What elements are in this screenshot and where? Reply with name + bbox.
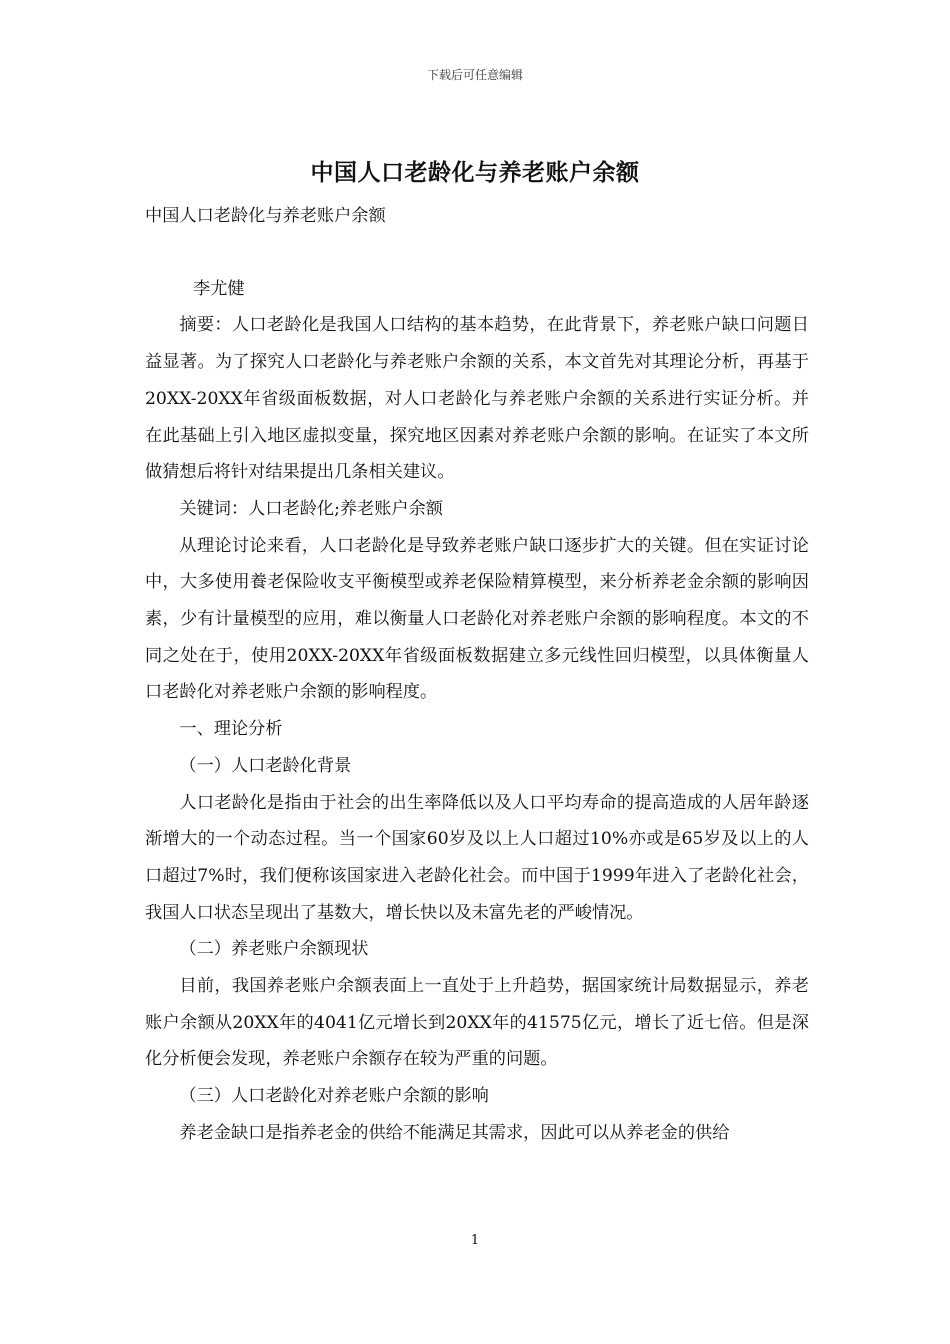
document-body <box>145 198 809 1152</box>
header-note: 下载后可任意编辑 <box>426 68 523 82</box>
abstract-paragraph: 摘要：人口老龄化是我国人口结构的基本趋势，在此背景下，养老账户缺口问题日益显著。为了探究人口老龄化与养老账户余额的关系，本文首先对其理论分析，再基于20XX-20XX年省级面板数据，对人口老龄化与养老账户余额的关系进行实证分析。并在此基础上引入地区虚拟变量，探究地区因素对养老账户余额的影响。在证实了本文所做猜想后将针对结果提出几条相关建议。 <box>145 315 809 483</box>
aging-background-paragraph: 人口老龄化是指由于社会的出生率降低以及人口平均寿命的提高造成的人居年龄逐渐增大的一个动态过程。当一个国家60岁及以上人口超过10%亦或是65岁及以上的人口超过7%时，我们便称该国家进入老龄化社会。而中国于1999年进入了老龄化社会，我国人口状态呈现出了基数大，增长快以及未富先老的严峻情况。 <box>145 792 809 923</box>
author-name: 李尤健 <box>193 278 245 299</box>
pension-gap-paragraph: 养老金缺口是指养老金的供给不能满足其需求，因此可以从养老金的供给 <box>179 1122 730 1143</box>
keywords-paragraph: 关键词：人口老龄化;养老账户余额 <box>179 498 443 519</box>
account-status-paragraph: 目前，我国养老账户余额表面上一直处于上升趋势，据国家统计局数据显示，养老账户余额从20XX年的4041亿元增长到20XX年的41575亿元，增长了近七倍。但是深化分析便会发现，养老账户余额存在较为严重的问题。 <box>145 976 809 1070</box>
document-title: 中国人口老龄化与养老账户余额 <box>310 159 640 186</box>
subsection-heading-3: （三）人口老龄化对养老账户余额的影响 <box>179 1086 489 1107</box>
section-heading-1: 一、理论分析 <box>179 719 283 740</box>
page-number: 1 <box>470 1233 480 1248</box>
subsection-heading-1: （一）人口老龄化背景 <box>179 755 352 776</box>
subtitle: 中国人口老龄化与养老账户余额 <box>145 206 386 226</box>
subsection-heading-2: （二）养老账户余额现状 <box>179 939 369 960</box>
intro-paragraph: 从理论讨论来看，人口老龄化是导致养老账户缺口逐步扩大的关键。但在实证讨论中，大多使用養老保险收支平衡模型或养老保险精算模型，来分析养老金余额的影响因素，少有计量模型的应用，难以衡量人口老龄化对养老账户余额的影响程度。本文的不同之处在于，使用20XX-20XX年省级面板数据建立多元线性回归模型，以具体衡量人口老龄化对养老账户余额的影响程度。 <box>145 535 809 703</box>
